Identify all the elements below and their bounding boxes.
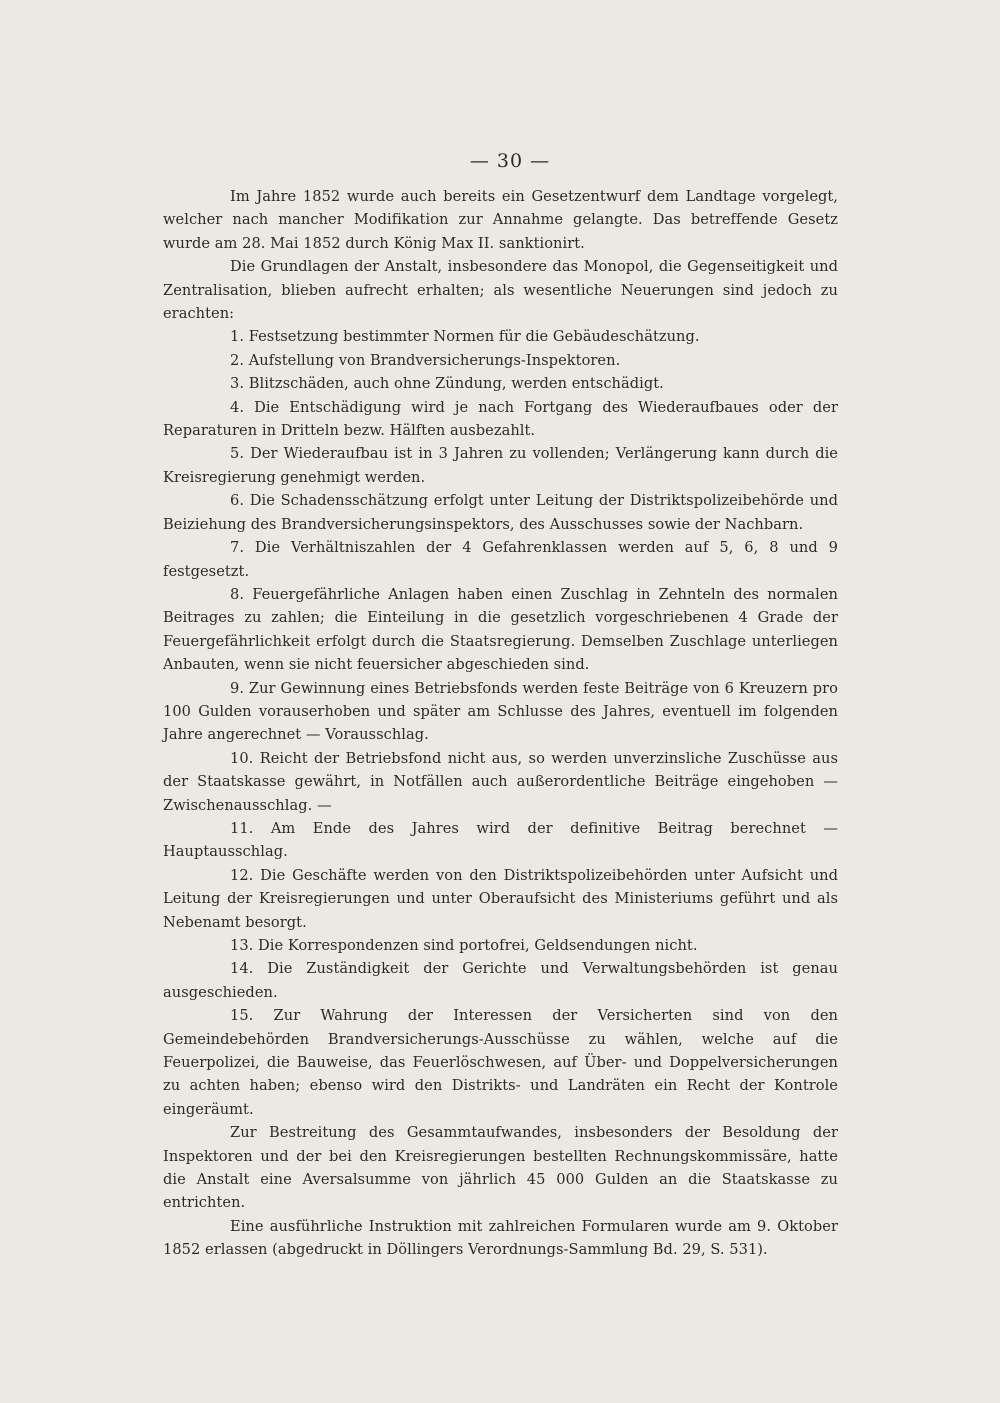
list-item-3: 3. Blitzschäden, auch ohne Zündung, werden entschädigt. bbox=[230, 375, 664, 393]
list-item-13: 13. Die Korrespondenzen sind portofrei, Geldsendungen nicht. bbox=[230, 937, 698, 954]
list-item-6: 6. Die Schadensschätzung erfolgt unter Leitung der Distriktspolizeibehörde und Beiziehung des Brandversicherungsinspektors, des Ausschusses sowie der Nachbarn. bbox=[163, 492, 838, 533]
paragraph-instruktion: Eine ausführliche Instruktion mit zahlreichen Formularen wurde am 9. Oktober 1852 erlassen (abgedruckt in Döllingers Verordnungs-Sammlung Bd. 29, S. 531). bbox=[163, 1217, 838, 1259]
list-item-10: 10. Reicht der Betriebsfond nicht aus, so werden unverzinsliche Zuschüsse aus der Staatskasse gewährt, in Notfällen auch außerordentliche Beiträge eingehoben — Zwischenausschlag. — bbox=[163, 749, 838, 814]
list-item-1: 1. Festsetzung bestimmter Normen für die Gebäudeschätzung. bbox=[230, 328, 700, 346]
paragraph-intro: Im Jahre 1852 wurde auch bereits ein Gesetzentwurf dem Landtage vorgelegt, welcher nach mancher Modifikation zur Annahme gelangte. Das betreffende Gesetz wurde am 28. Mai 1852 durch König Max II. sanktionirt. bbox=[163, 188, 838, 252]
list-item-9: 9. Zur Gewinnung eines Betriebsfonds werden feste Beiträge von 6 Kreuzern pro 100 Gulden vorauserhoben und später am Schlusse des Jahres, eventuell im folgenden Jahre angerechnet — Vorausschlag. bbox=[163, 679, 838, 744]
list-item-5: 5. Der Wiederaufbau ist in 3 Jahren zu vollenden; Verlängerung kann durch die Kreisregierung genehmigt werden. bbox=[163, 445, 838, 486]
paragraph-grundlagen: Die Grundlagen der Anstalt, insbesondere das Monopol, die Gegenseitigkeit und Zentralisation, blieben aufrecht erhalten; als wesentliche Neuerungen sind jedoch zu erachten: bbox=[163, 258, 838, 323]
list-item-8: 8. Feuergefährliche Anlagen haben einen Zuschlag in Zehnteln des normalen Beitrages zu zahlen; die Einteilung in die gesetzlich vorgeschriebenen 4 Grade der Feuergefährlichkeit erfolgt durch die Staatsregierung. Demselben Zuschlage unterliegen Anbauten, wenn sie nicht feuersicher abgeschieden sind. bbox=[163, 585, 838, 674]
page-number: — 30 — bbox=[469, 150, 551, 172]
list-item-7: 7. Die Verhältniszahlen der 4 Gefahrenklassen werden auf 5, 6, 8 und 9 festgesetzt. bbox=[163, 539, 838, 580]
paragraph-bestreitung: Zur Bestreitung des Gesammtaufwandes, insbesonders der Besoldung der Inspektoren und der bei den Kreisregierungen bestellten Rechnungskommissäre, hatte die Anstalt eine Aversalsumme von jährlich 45 000 Gulden an die Staatskasse zu entrichten. bbox=[163, 1124, 838, 1212]
list-item-14: 14. Die Zuständigkeit der Gerichte und Verwaltungsbehörden ist genau ausgeschieden. bbox=[163, 960, 838, 1001]
list-item-15: 15. Zur Wahrung der Interessen der Versicherten sind von den Gemeindebehörden Brandversicherungs-Ausschüsse zu wählen, welche auf die Feuerpolizei, die Bauweise, das Feuerlöschwesen, auf Über- und Doppelversicherungen zu achten haben; ebenso wird den Distrikts- und Landräten ein Recht der Kontrole eingeräumt. bbox=[163, 1007, 838, 1118]
list-item-4: 4. Die Entschädigung wird je nach Fortgang des Wiederaufbaues oder der Reparaturen in Dritteln bezw. Hälften ausbezahlt. bbox=[163, 398, 838, 440]
list-item-11: 11. Am Ende des Jahres wird der definitive Beitrag berechnet — Hauptausschlag. bbox=[163, 819, 838, 861]
list-item-2: 2. Aufstellung von Brandversicherungs-Inspektoren. bbox=[230, 351, 621, 369]
list-item-12: 12. Die Geschäfte werden von den Distriktspolizeibehörden unter Aufsicht und Leitung der Kreisregierungen und unter Oberaufsicht des Ministeriums geführt und als Nebenamt besorgt. bbox=[163, 866, 838, 931]
body-text bbox=[163, 185, 838, 1262]
